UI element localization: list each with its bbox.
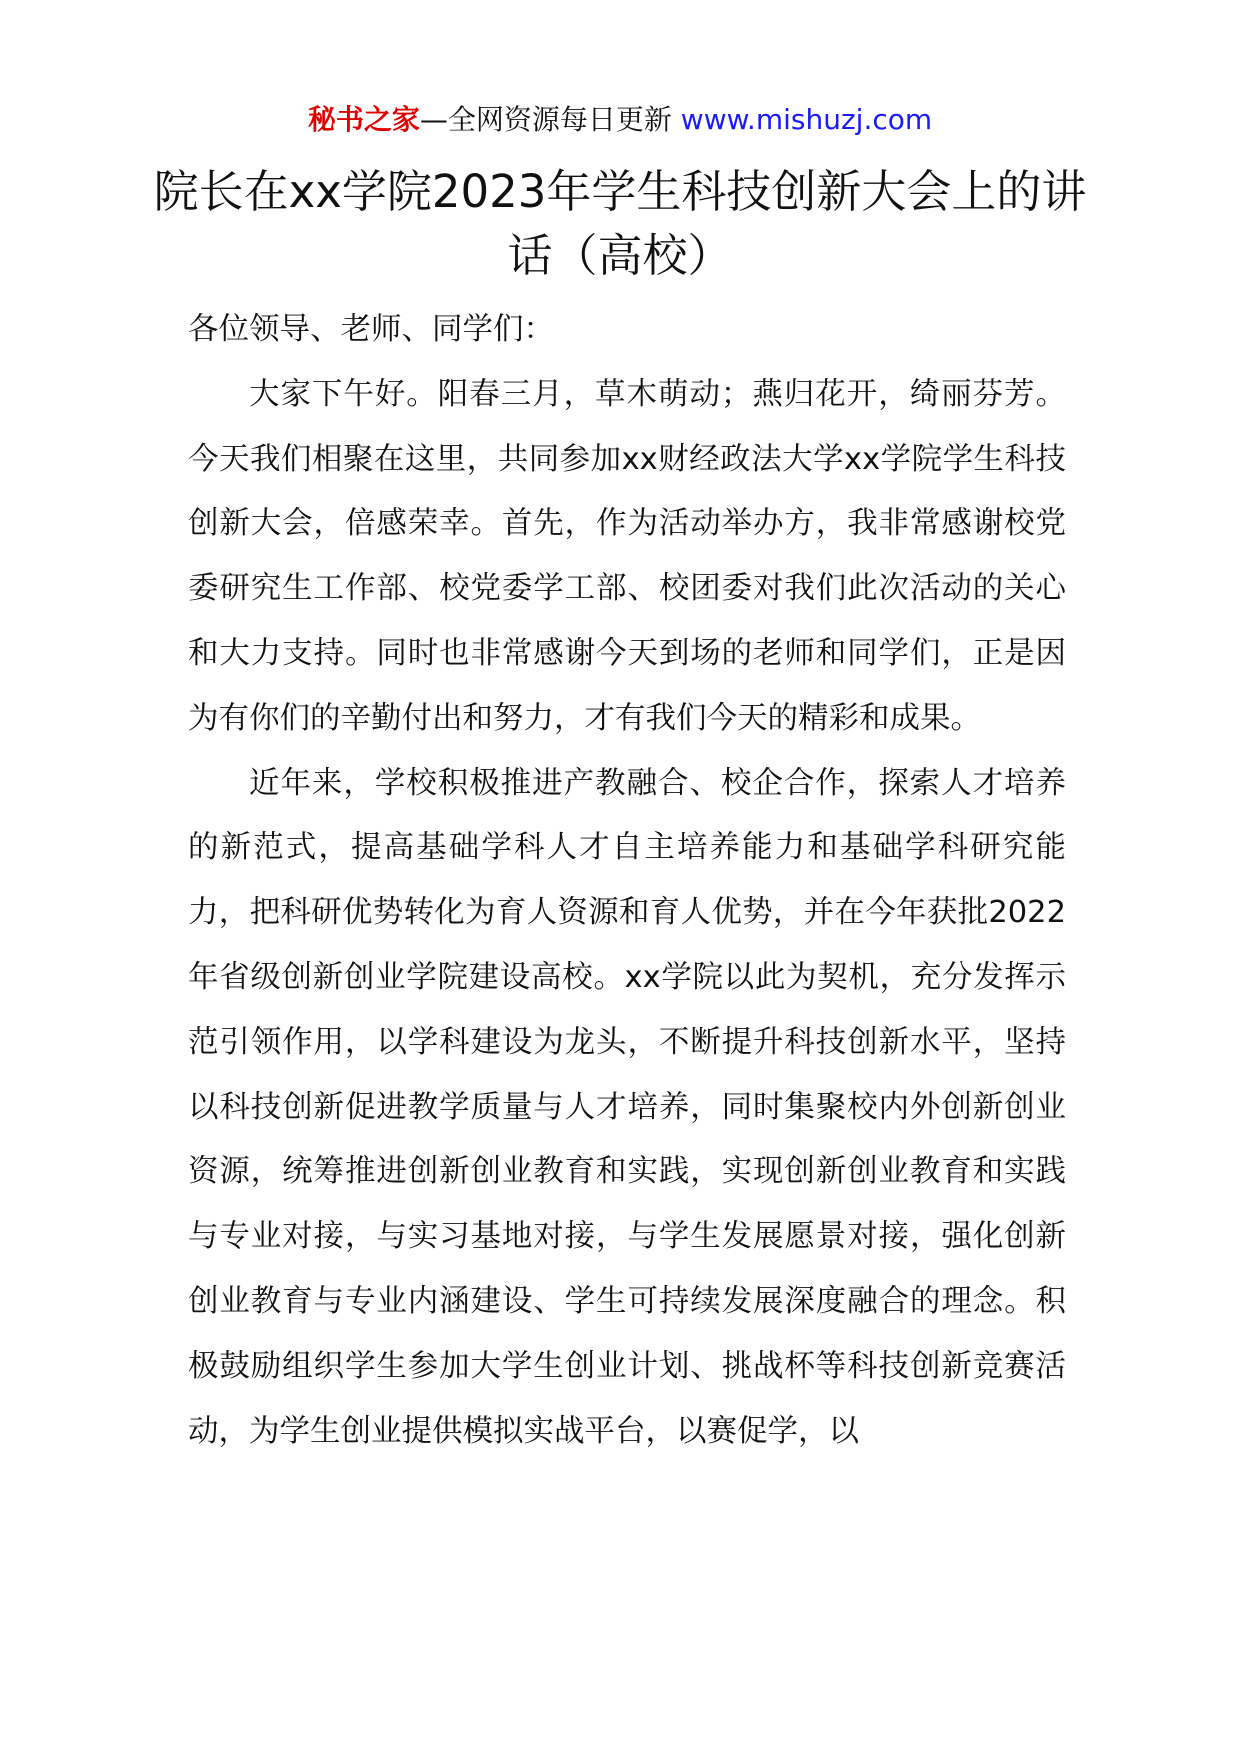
paragraph-1: 大家下午好。阳春三月，草木萌动；燕归花开，绮丽芬芳。今天我们相聚在这里，共同参加xx财经政法大学xx学院学生科技创新大会，倍感荣幸。首先，作为活动举办方，我非常感谢校党委研究生工作部、校党委学工部、校团委对我们此次活动的关心和大力支持。同时也非常感谢今天到场的老师和同学们，正是因为有你们的辛勤付出和努力，才有我们今天的精彩和成果。 xyxy=(188,376,1066,736)
site-url-link[interactable]: www.mishuzj.com xyxy=(680,103,933,136)
site-header-banner xyxy=(0,100,1240,140)
salutation: 各位领导、老师、同学们： xyxy=(188,312,554,347)
header-tagline: —全网资源每日更新 xyxy=(419,103,672,136)
document-body xyxy=(188,298,1066,1464)
paragraph-2: 近年来，学校积极推进产教融合、校企合作，探索人才培养的新范式，提高基础学科人才自主培养能力和基础学科研究能力，把科研优势转化为育人资源和育人优势，并在今年获批2022年省级创新创业学院建设高校。xx学院以此为契机，充分发挥示范引领作用，以学科建设为龙头，不断提升科技创新水平，坚持以科技创新促进教学质量与人才培养，同时集聚校内外创新创业资源，统筹推进创新创业教育和实践，实现创新创业教育和实践与专业对接，与实习基地对接，与学生发展愿景对接，强化创新创业教育与专业内涵建设、学生可持续发展深度融合的理念。积极鼓励组织学生参加大学生创业计划、挑战杯等科技创新竞赛活动，为学生创业提供模拟实战平台，以赛促学，以 xyxy=(188,765,1066,1449)
document-title: 院长在xx学院2023年学生科技创新大会上的讲话（高校） xyxy=(153,165,1087,282)
brand-name: 秘书之家 xyxy=(307,103,420,136)
